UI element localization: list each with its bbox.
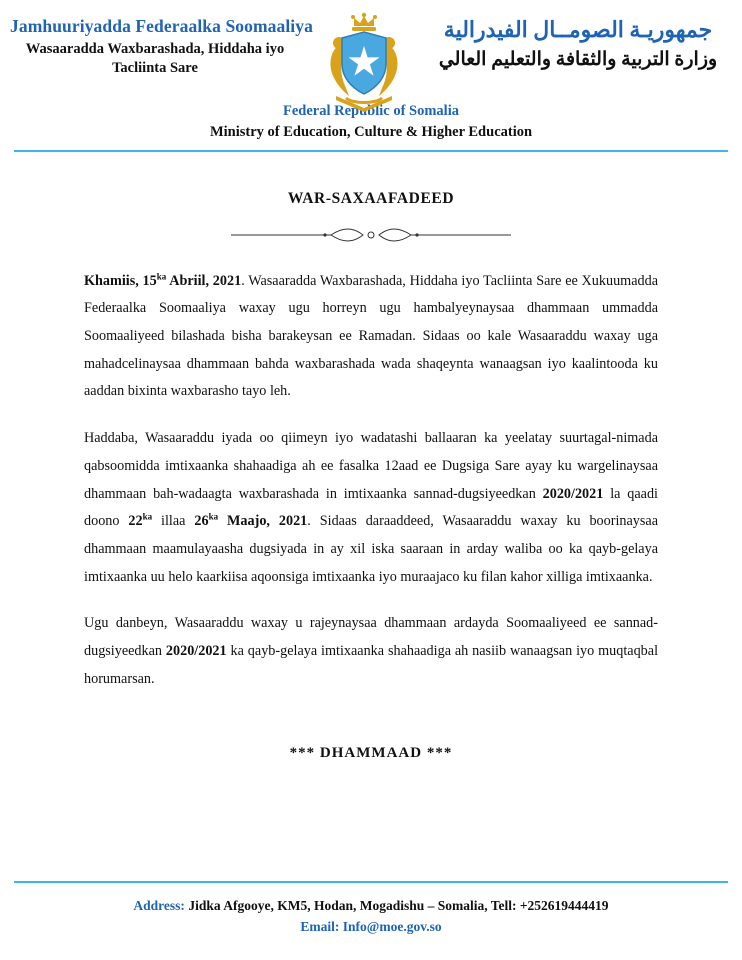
header-english-ministry: Ministry of Education, Culture & Higher Education: [209, 123, 533, 140]
text-run: illaa: [152, 513, 195, 530]
header-somali-ministry-line2: Tacliinta Sare: [112, 59, 198, 76]
text-run: ka: [142, 511, 153, 522]
text-run: ka qayb-gelaya imtixaanka shahaadiga ah nasiib wanaagsan iyo muqtaqbal horumarsan.: [84, 642, 659, 687]
text-run: Abriil, 2021: [166, 272, 242, 289]
footer-email-value[interactable]: Info@moe.gov.so: [342, 919, 442, 935]
text-run: Maajo, 2021: [218, 513, 308, 530]
text-run: ka: [208, 511, 219, 522]
footer-email-line: [0, 916, 742, 938]
footer-address-line: [0, 895, 742, 917]
header-arabic-block: [428, 10, 728, 72]
paragraph-p2: [84, 425, 658, 591]
header-somali-ministry-line1: Wasaaradda Waxbarashada, Hiddaha iyo: [25, 41, 285, 58]
header-somali-block: [10, 10, 313, 78]
page-title: WAR-SAXAAFADEED: [287, 189, 455, 207]
text-run: Khamiis, 15: [84, 272, 157, 289]
document-body: [0, 152, 742, 763]
header-emblem-block: [304, 10, 424, 116]
text-run: . Sidaas daraaddeed, Wasaaraddu waxay ku boorinaysaa dhammaan maamulayaasha dugsiyada in ay xil iska saaraan in arday waliba oo ka qayb-gelaya imtixaanka uu helo kaarkiisa aqoonsiga imtixaanka iyo muraajaco ku filan kahor xilliga imtixaanka.: [84, 513, 659, 585]
header-somali-ministry: [10, 40, 300, 78]
text-run: 2020/2021: [542, 485, 604, 502]
text-run: Haddaba, Wasaaraddu iyada oo qiimeyn iyo wadatashi ballaaran ka yeelatay suurtagal-nimada qabsoomidda imtixaanka shahaadiga ah ee fasalka 12aad ee Dugsiga Sare ayay ku wargelinaysaa dhammaan bah-wadaagta waxbarashada in imtixaanka sannad-dugsiyeedkan: [84, 430, 658, 502]
header-english-country: Federal Republic of Somalia: [282, 103, 459, 119]
ornamental-divider: [84, 226, 658, 246]
header-arabic-country: جمهوريـة الصومــال الفيدرالية: [443, 17, 713, 42]
footer-address-value: Jidka Afgooye, KM5, Hodan, Mogadishu – Somalia, Tell: +252619444419: [188, 897, 609, 913]
footer-address-label: Address:: [133, 897, 185, 913]
paragraph-p1: [84, 268, 658, 406]
paragraph-list: [84, 268, 658, 694]
header-somali-country: Jamhuuriyadda Federaalka Soomaaliya: [10, 16, 313, 36]
text-run: ka: [156, 270, 167, 281]
text-run: 2020/2021: [165, 642, 227, 659]
end-mark: *** DHAMMAAD ***: [289, 745, 453, 762]
text-run: 22: [128, 513, 143, 530]
footer-email-label: Email:: [300, 919, 340, 935]
text-run: la qaadi doono: [84, 485, 658, 530]
somalia-coat-of-arms-icon: [316, 12, 412, 116]
paragraph-p3: [84, 610, 658, 693]
text-run: . Wasaaradda Waxbarashada, Hiddaha iyo Tacliinta Sare ee Xukuumadda Federaalka Soomaaliya waxay ugu horreyn ugu hambalyeynaysaa dhammaan ummadda Soomaaliyeed bilashada bisha barakeysan ee Ramadan. Sidaas oo kale Wasaaraddu waxay uga mahadcelinaysaa dhammaan bahda waxbarashada wada shaqeynta wanaagsan iyo kaalintooda ku aaddan bixinta waxbarasho tayo leh.: [84, 272, 658, 400]
document-footer: [0, 881, 742, 938]
header-arabic-ministry: وزارة التربية والثقافة والتعليم العالي: [438, 48, 718, 70]
text-run: 26: [194, 513, 209, 530]
text-run: Ugu danbeyn, Wasaaraddu waxay u rajeynaysaa dhammaan ardayda Soomaaliyeed ee sannad-dugsiyeedkan: [84, 615, 658, 659]
footer-divider-rule: [14, 881, 728, 883]
document-header: [0, 0, 742, 118]
